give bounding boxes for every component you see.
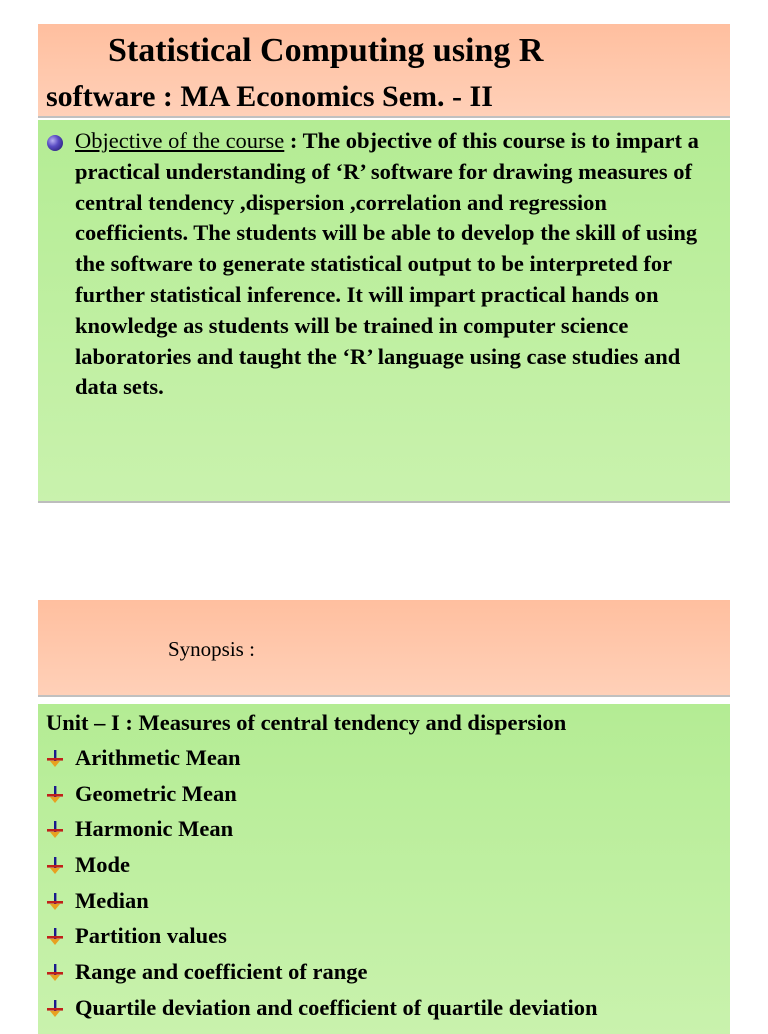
list-item-label: Arithmetic Mean xyxy=(75,745,241,770)
down-arrow-icon xyxy=(46,928,64,946)
unit-box xyxy=(38,704,730,1034)
down-arrow-icon xyxy=(46,1000,64,1018)
synopsis-box xyxy=(38,600,730,697)
down-arrow-icon xyxy=(46,750,64,768)
objective-text: : The objective of this course is to impart a practical understanding of ‘R’ software for drawing measures of central tendency ,dispersion ,correlation and regression coefficients. The students will be able to develop the skill of using the software to generate statistical output to be interpreted for further statistical inference. It will impart practical hands on knowledge as students will be trained in computer science laboratories and taught the ‘R’ language using case studies and data sets. xyxy=(75,128,699,400)
down-arrow-icon xyxy=(46,964,64,982)
down-arrow-icon xyxy=(46,786,64,804)
title-line-2: software : MA Economics Sem. - II xyxy=(46,80,493,113)
objective-box xyxy=(38,120,730,503)
down-arrow-icon xyxy=(46,821,64,839)
list-item-label: Partition values xyxy=(75,923,227,949)
synopsis-label: Synopsis : xyxy=(168,637,255,661)
title-line-1: Statistical Computing using R xyxy=(108,32,544,69)
list-item-label: Mode xyxy=(75,852,130,878)
objective-paragraph xyxy=(75,126,723,403)
list-item-label: Median xyxy=(75,887,149,913)
list-item-label: Harmonic Mean xyxy=(75,816,234,842)
unit-heading: Unit – I : Measures of central tendency and dispersion xyxy=(46,710,567,735)
list-item-label: Range and coefficient of range xyxy=(75,959,368,985)
list-item-label: Geometric Mean xyxy=(75,780,237,806)
objective-heading: Objective of the course xyxy=(75,128,285,153)
list-item-label: Quartile deviation and coefficient of quartile deviation xyxy=(75,994,598,1020)
sphere-bullet-icon xyxy=(47,135,63,151)
down-arrow-icon xyxy=(46,893,64,911)
down-arrow-icon xyxy=(46,857,64,875)
title-box xyxy=(38,24,730,118)
